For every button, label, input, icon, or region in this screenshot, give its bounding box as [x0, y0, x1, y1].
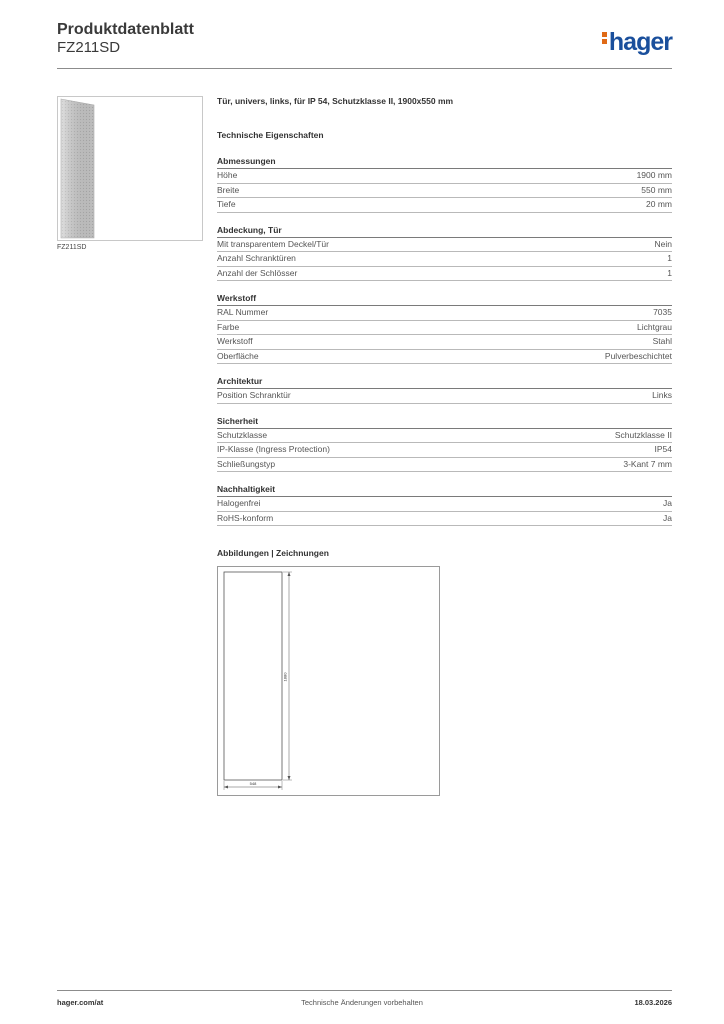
row-value: Nein	[654, 238, 672, 249]
row-label: RAL Nummer	[217, 307, 269, 317]
table-row	[217, 198, 672, 213]
row-value: 3-Kant 7 mm	[623, 458, 672, 469]
drawings-title: Abbildungen | Zeichnungen	[217, 548, 329, 558]
section-heading: Nachhaltigkeit	[217, 484, 672, 497]
table-row	[217, 252, 672, 267]
row-value: Pulverbeschichtet	[604, 350, 672, 361]
technical-drawing	[217, 566, 440, 796]
product-description: Tür, univers, links, für IP 54, Schutzklasse II, 1900x550 mm	[217, 96, 454, 106]
section-material	[217, 293, 672, 364]
row-label: Position Schranktür	[217, 390, 291, 400]
row-value: Ja	[663, 498, 672, 508]
footer-website-link[interactable]: hager.com/at	[57, 998, 104, 1007]
row-label: Höhe	[217, 170, 238, 180]
table-row	[217, 350, 672, 365]
footer-divider	[57, 990, 672, 991]
section-architecture	[217, 376, 672, 404]
row-label: Tiefe	[217, 199, 236, 209]
row-value: 7035	[653, 307, 672, 317]
dimension-drawing-icon	[218, 567, 439, 795]
table-row	[217, 443, 672, 458]
row-value: IP54	[654, 444, 672, 454]
product-image-caption: FZ211SD	[57, 244, 87, 251]
row-label: Mit transparentem Deckel/Tür	[217, 238, 329, 249]
hager-logo	[602, 28, 672, 57]
table-row	[217, 458, 672, 473]
section-cover-door	[217, 225, 672, 282]
row-label: Werkstoff	[217, 336, 253, 346]
row-value: Schutzklasse II	[614, 429, 672, 440]
row-label: RoHS-konform	[217, 512, 274, 523]
section-dimensions	[217, 156, 672, 213]
header-divider	[57, 68, 672, 69]
row-label: Breite	[217, 184, 240, 195]
door-panel-icon	[58, 97, 202, 240]
row-label: Oberfläche	[217, 350, 259, 361]
table-row	[217, 389, 672, 404]
main-content	[217, 96, 672, 796]
logo-dots-icon	[602, 30, 607, 46]
section-heading: Abdeckung, Tür	[217, 225, 672, 238]
row-value: 1	[667, 253, 672, 263]
row-value: 1	[667, 267, 672, 278]
table-row	[217, 238, 672, 253]
footer-notice: Technische Änderungen vorbehalten	[301, 998, 423, 1007]
page-title: Produktdatenblatt	[57, 21, 194, 38]
section-heading: Werkstoff	[217, 293, 672, 306]
technical-properties-title: Technische Eigenschaften	[217, 130, 324, 140]
row-value: Ja	[663, 512, 672, 523]
row-value: Stahl	[652, 336, 672, 346]
product-code: FZ211SD	[57, 39, 121, 56]
drawing-height-label: 1880	[282, 672, 288, 682]
table-row	[217, 306, 672, 321]
table-row	[217, 512, 672, 527]
section-safety	[217, 416, 672, 473]
row-label: Schließungstyp	[217, 458, 276, 469]
table-row	[217, 497, 672, 512]
section-heading: Sicherheit	[217, 416, 672, 429]
table-row	[217, 267, 672, 282]
logo-text: hager	[608, 28, 672, 56]
table-row	[217, 184, 672, 199]
row-label: Farbe	[217, 321, 240, 332]
row-label: IP-Klasse (Ingress Protection)	[217, 444, 330, 454]
row-value: 1900 mm	[636, 170, 672, 180]
row-value: 20 mm	[646, 199, 672, 209]
product-image	[57, 96, 203, 241]
section-sustainability	[217, 484, 672, 526]
drawing-width-label: 548	[249, 781, 257, 786]
table-row	[217, 321, 672, 336]
row-label: Schutzklasse	[217, 429, 268, 440]
row-label: Anzahl Schranktüren	[217, 253, 296, 263]
section-heading: Abmessungen	[217, 156, 672, 169]
footer-date: 18.03.2026	[634, 998, 672, 1007]
table-row	[217, 169, 672, 184]
table-row	[217, 335, 672, 350]
row-label: Halogenfrei	[217, 498, 261, 508]
row-value: 550 mm	[641, 184, 672, 195]
row-value: Links	[652, 390, 672, 400]
section-heading: Architektur	[217, 376, 672, 389]
row-value: Lichtgrau	[637, 321, 672, 332]
table-row	[217, 429, 672, 444]
row-label: Anzahl der Schlösser	[217, 267, 298, 278]
